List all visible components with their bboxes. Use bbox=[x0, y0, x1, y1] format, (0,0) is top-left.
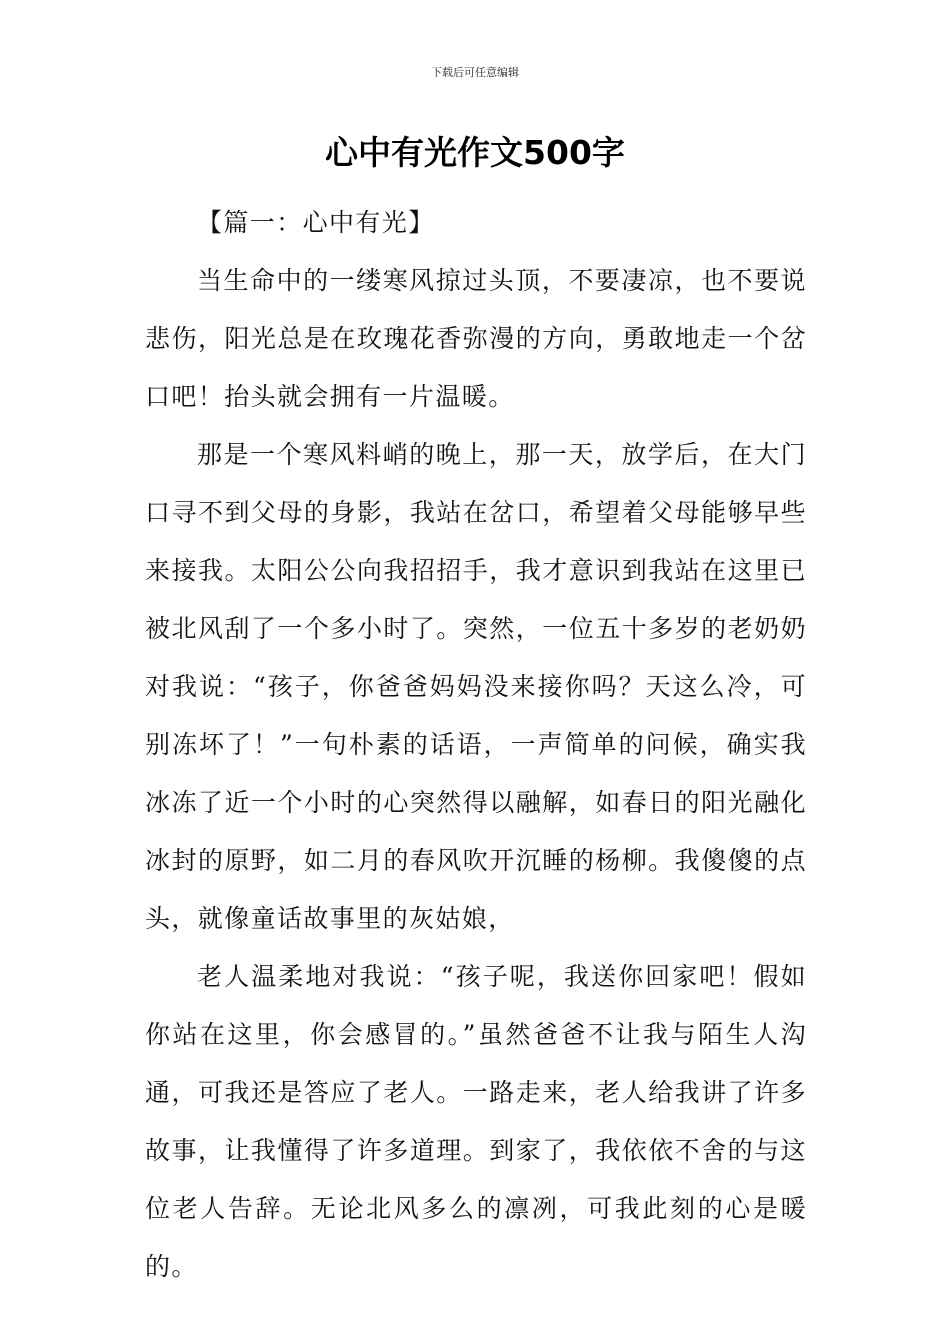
header-note: 下载后可任意编辑 bbox=[431, 66, 519, 79]
paragraph-3: 老人温柔地对我说：“孩子呢，我送你回家吧！假如你站在这里，你会感冒的。”虽然爸爸不让我与陌生人沟通，可我还是答应了老人。一路走来，老人给我讲了许多故事，让我懂得了许多道理。到家了，我依依不舍的与这位老人告辞。无论北风多么的凛冽，可我此刻的心是暖的。 bbox=[145, 962, 807, 1281]
document-body bbox=[145, 194, 807, 1296]
paragraph-1: 当生命中的一缕寒风掠过头顶，不要凄凉，也不要说悲伤，阳光总是在玫瑰花香弥漫的方向，勇敢地走一个岔口吧！抬头就会拥有一片温暖。 bbox=[145, 266, 807, 411]
document-title: 心中有光作文500字 bbox=[325, 133, 625, 172]
section-heading: 【篇一：心中有光】 bbox=[197, 208, 435, 237]
paragraph-2: 那是一个寒风料峭的晚上，那一天，放学后，在大门口寻不到父母的身影，我站在岔口，希望着父母能够早些来接我。太阳公公向我招招手，我才意识到我站在这里已被北风刮了一个多小时了。突然，一位五十多岁的老奶奶对我说：“孩子，你爸爸妈妈没来接你吗？天这么冷，可别冻坏了！”一句朴素的话语，一声简单的问候，确实我冰冻了近一个小时的心突然得以融解，如春日的阳光融化冰封的原野，如二月的春风吹开沉睡的杨柳。我傻傻的点头，就像童话故事里的灰姑娘， bbox=[145, 440, 807, 933]
